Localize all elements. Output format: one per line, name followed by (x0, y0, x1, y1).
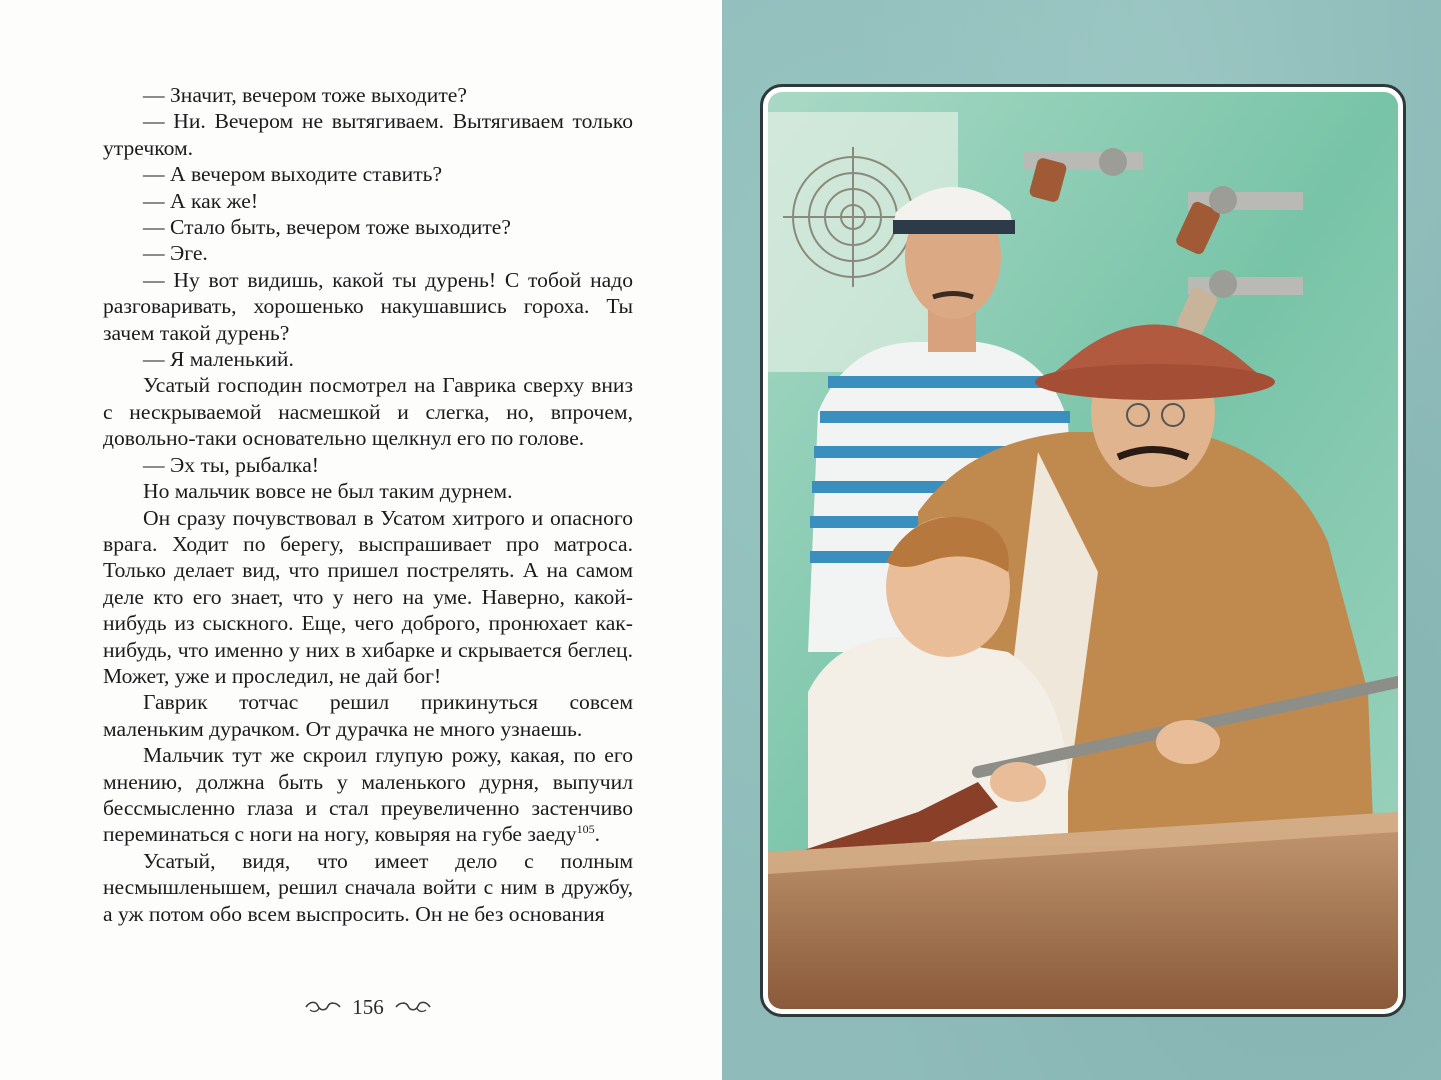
paragraph: Усатый, видя, что имеет дело с полным несмышленышем, решил сначала войти с ним в дружбу, а уж потом обо всем выспросить. Он не без основания (103, 848, 633, 926)
paragraph: Гаврик тотчас решил прикинуться совсем маленьким дурачком. От дурачка не много узнаешь. (103, 690, 633, 741)
paragraph: — Я маленький. (143, 347, 294, 372)
paragraph: — Эге. (143, 241, 208, 266)
illustration (768, 92, 1398, 1009)
paragraph: — А вечером выходите ставить? (143, 162, 443, 187)
paragraph: — Значит, вечером тоже выходите? (143, 83, 467, 107)
text-block (103, 82, 633, 927)
illustration-scene (768, 92, 1398, 1009)
hand (1156, 720, 1220, 764)
paragraph: — Ну вот видишь, какой ты дурень! С тобой надо разговаривать, хорошенько накушавшись гороха. Ты зачем такой дурень? (103, 267, 633, 345)
flourish-left-icon (304, 999, 342, 1015)
paragraph: Но мальчик вовсе не был таким дурнем. (143, 479, 513, 504)
paragraph: Он сразу почувствовал в Усатом хитрого и опасного врага. Ходит по берегу, выспрашивает про матроса. Только делает вид, что пришел пострелять. А на самом деле кто его знает, что у него на уме. Наверно, какой-нибудь из сыскного. Еще, чего доброго, пронюхает как-нибудь, что именно у них в хибарке и скрывается беглец. Может, уже и проследил, не дай бог! (103, 505, 633, 688)
paragraph: — А как же! (143, 188, 259, 213)
paragraph: — Ни. Вечером не вытягиваем. Вытягиваем только утречком. (103, 109, 633, 160)
paragraph: Усатый господин посмотрел на Гаврика сверху вниз с нескрываемой насмешкой и слегка, но, впрочем, довольно-таки основательно щелкнул его по голове. (103, 373, 633, 451)
paragraph-text: Мальчик тут же скроил глупую рожу, какая, по его мнению, должна быть у маленького дурня, выпучил бессмысленно глаза и стал преувеличенно застенчиво переминаться с ноги на ногу, ковыряя на губе заеду (103, 743, 633, 847)
page-number: 156 (352, 994, 384, 1019)
footnote-ref[interactable]: 105 (576, 822, 595, 837)
paragraph: — Эх ты, рыбалка! (143, 452, 319, 477)
page-footer (300, 992, 436, 1022)
paragraph-with-footnote: Мальчик тут же скроил глупую рожу, какая, по его мнению, должна быть у маленького дурня, выпучил бессмысленно глаза и стал преувеличенно застенчиво переминаться с ноги на ногу, ковыряя на губе заеду$^{105}$. (103, 743, 633, 847)
hand (990, 762, 1046, 802)
flourish-right-icon (394, 999, 432, 1015)
paragraph: — Стало быть, вечером тоже выходите? (143, 215, 511, 240)
